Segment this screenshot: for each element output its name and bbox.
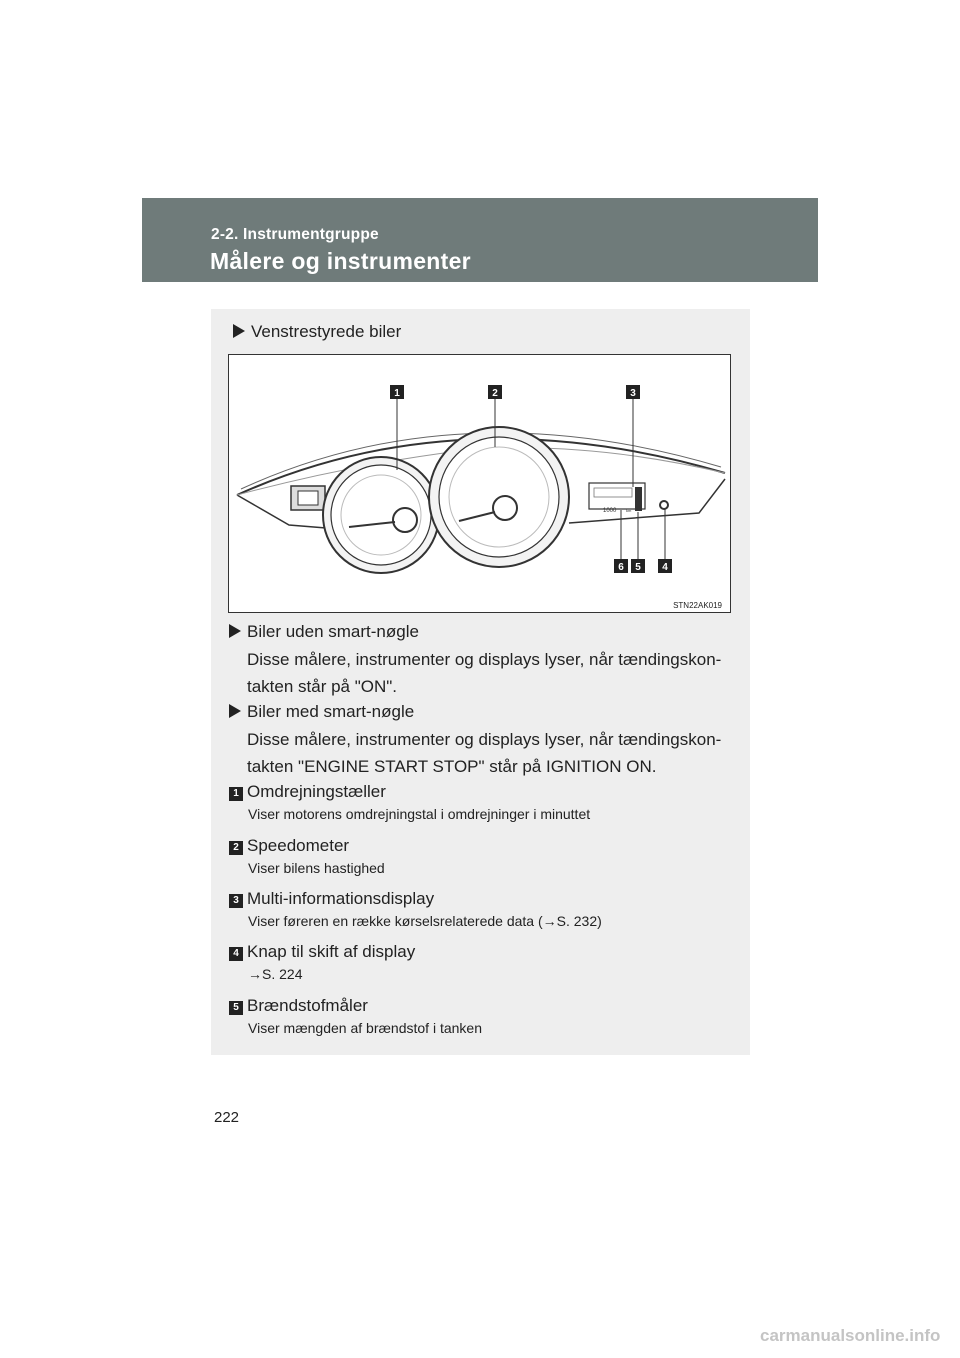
item-number-badge: 1 [229, 787, 243, 801]
item-fuel-gauge [229, 996, 482, 1036]
callout-3 [626, 385, 640, 399]
item-description: →S. 224 [248, 966, 303, 982]
bullet-smart-key-text: Biler med smart-nøgle [247, 702, 415, 721]
watermark: carmanualsonline.info [760, 1326, 941, 1345]
callout-6 [614, 559, 628, 573]
odometer-unit: km [626, 508, 632, 513]
item-number-badge: 4 [229, 947, 243, 961]
page-number: 222 [214, 1109, 240, 1126]
svg-text:6: 6 [618, 562, 624, 573]
bullet-left-hand-text: Venstrestyrede biler [251, 322, 402, 341]
item-label: Brændstofmåler [247, 996, 368, 1015]
callout-5 [631, 559, 645, 573]
section-header [142, 198, 818, 282]
smart-key-description [247, 726, 729, 780]
item-description: Viser motorens omdrejningstal i omdrejninger i minuttet [248, 806, 591, 822]
no-smart-key-line-1: Disse målere, instrumenter og displays lyser, når tændingskon- [247, 650, 722, 669]
bullet-no-smart-key [229, 622, 419, 642]
odometer-text: 1000 [603, 508, 617, 514]
item-label: Speedometer [247, 836, 350, 855]
section-label: 2-2. Instrumentgruppe [211, 226, 379, 243]
triangle-bullet-icon [229, 704, 241, 718]
bullet-no-smart-key-text: Biler uden smart-nøgle [247, 622, 419, 641]
callout-2 [488, 385, 502, 399]
svg-text:3: 3 [630, 388, 636, 399]
item-speedometer [229, 836, 385, 876]
item-number-badge: 2 [229, 841, 243, 855]
svg-text:1: 1 [394, 388, 400, 399]
triangle-bullet-icon [229, 624, 241, 638]
instrument-cluster-illustration [229, 355, 730, 612]
triangle-bullet-icon [233, 324, 245, 338]
item-label: Omdrejningstæller [247, 782, 386, 801]
item-description: Viser mængden af brændstof i tanken [248, 1020, 482, 1036]
item-multi-display [229, 889, 602, 929]
no-smart-key-line-2: takten står på "ON". [247, 677, 398, 696]
item-number-badge: 3 [229, 894, 243, 908]
no-smart-key-description [247, 646, 729, 700]
item-label: Knap til skift af display [247, 942, 416, 961]
item-tachometer [229, 782, 591, 822]
smart-key-line-2: takten "ENGINE START STOP" står på IGNITION ON. [247, 757, 657, 776]
item-description: Viser føreren en række kørselsrelaterede data (→S. 232) [248, 913, 602, 929]
item-label: Multi-informationsdisplay [247, 889, 435, 908]
item-number-badge: 5 [229, 1001, 243, 1015]
figure-code: STN22AK019 [673, 601, 722, 610]
callout-1 [390, 385, 404, 399]
smart-key-line-1: Disse målere, instrumenter og displays lyser, når tændingskon- [247, 730, 722, 749]
bullet-left-hand [233, 322, 401, 342]
page-title: Målere og instrumenter [210, 248, 471, 274]
instrument-cluster-figure [228, 354, 731, 613]
item-display-switch [229, 942, 416, 982]
svg-text:2: 2 [492, 388, 498, 399]
bullet-smart-key [229, 702, 414, 722]
svg-text:5: 5 [635, 562, 641, 573]
callout-4 [658, 559, 672, 573]
svg-text:4: 4 [662, 562, 668, 573]
item-description: Viser bilens hastighed [248, 860, 385, 876]
